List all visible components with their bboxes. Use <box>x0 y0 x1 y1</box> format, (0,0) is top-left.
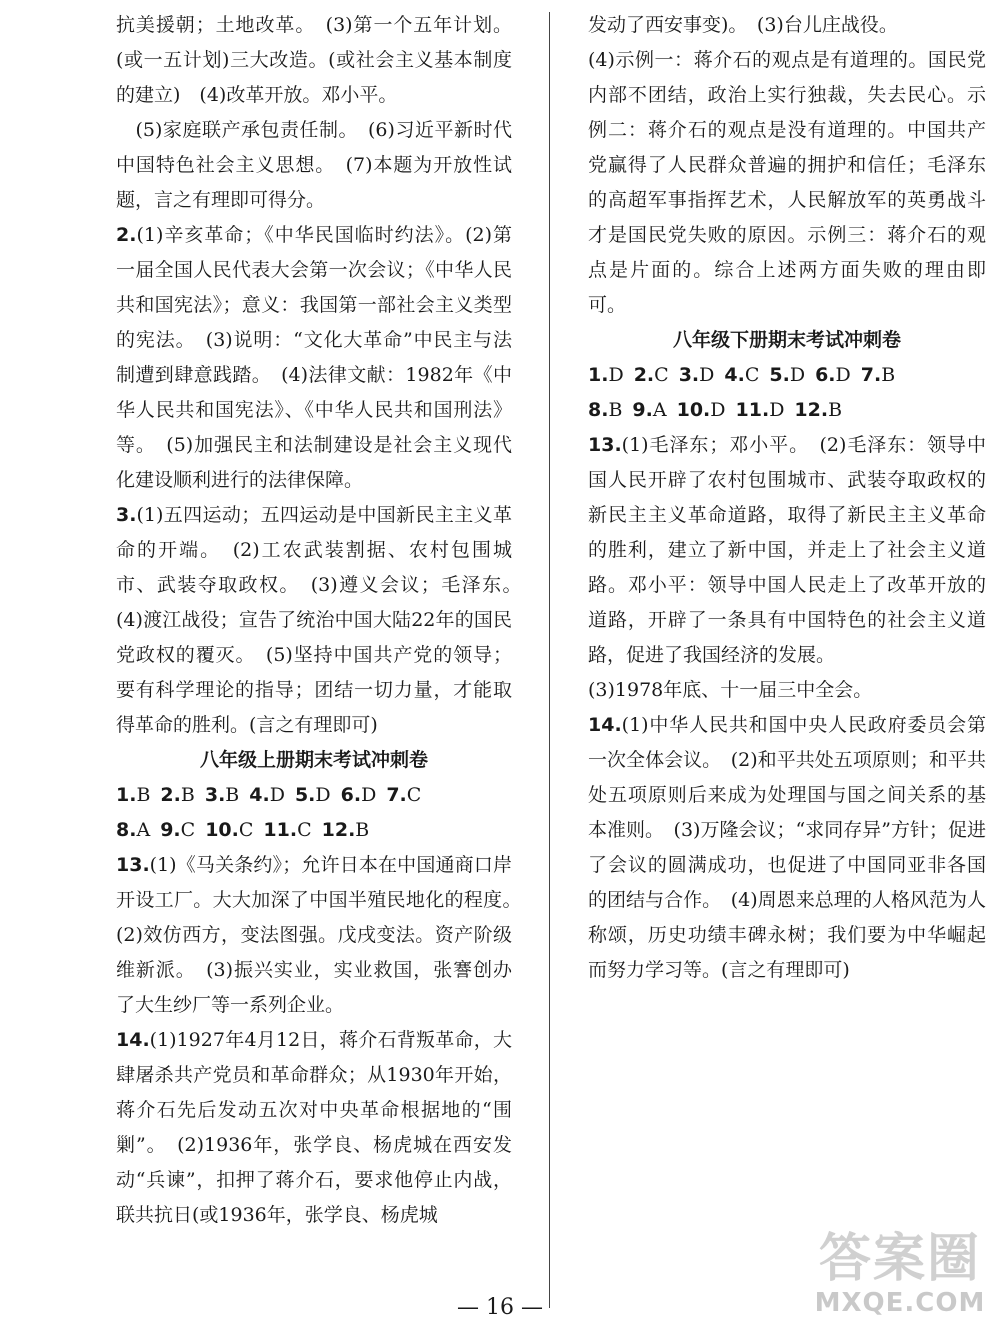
choice-answer <box>815 358 851 393</box>
question-13 <box>116 848 532 1023</box>
choice-answer <box>736 393 785 428</box>
question-2 <box>116 218 512 498</box>
page-number: — 16 — <box>457 1295 543 1320</box>
right-column <box>588 8 986 988</box>
choice-number: 3. <box>678 364 700 386</box>
choice-answer <box>341 778 377 813</box>
question-number: 13. <box>588 434 622 456</box>
choice-number: 8. <box>116 819 137 841</box>
choice-answer <box>160 778 194 813</box>
answer-text: (1)毛泽东；邓小平。 (2)毛泽东：领导中国人民开辟了农村包围城市、武装夺取政权的新民主主义革命道路，取得了新民主主义革命的胜利，建立了新中国，并走上了社会主义道路。邓小平：领导中国人民走上了改革开放的道路，开辟了一条具有中国特色的社会主义道路，促进了我国经济的发展。 <box>588 434 986 666</box>
choice-letter: B <box>828 399 843 421</box>
question-number: 13. <box>116 854 150 876</box>
watermark-text: 答案圈 <box>818 1229 981 1289</box>
choice-number: 11. <box>735 399 770 421</box>
multiple-choice-row <box>588 358 986 393</box>
choice-letter: A <box>136 819 151 841</box>
choice-number: 11. <box>263 819 298 841</box>
choice-answer <box>679 358 715 393</box>
multiple-choice-row <box>116 813 512 848</box>
choice-number: 3. <box>204 784 226 806</box>
choice-letter: B <box>881 364 896 386</box>
choice-answer <box>295 778 331 813</box>
choice-answer <box>322 813 370 848</box>
choice-number: 5. <box>769 364 790 386</box>
answer-text: (1)五四运动；五四运动是中国新民主主义革命的开端。 (2)工农武装割据、农村包围城市、武装夺取政权。 (3)遵义会议；毛泽东。 (4)渡江战役；宣告了统治中国大陆22年的国民党政权的覆灭。 (5)坚持中国共产党的领导；要有科学理论的指导；团结一切力量，才能取得革命的胜利。(言之有理即可) <box>116 504 532 736</box>
choice-letter: D <box>269 784 285 806</box>
choice-letter: B <box>225 784 240 806</box>
choice-number: 2. <box>633 364 655 386</box>
choice-letter: B <box>180 784 195 806</box>
column-divider <box>549 12 550 1308</box>
choice-answer <box>205 813 253 848</box>
choice-answer <box>588 393 622 428</box>
paragraph: 发动了西安事变)。 (3)台儿庄战役。 <box>588 14 898 36</box>
choice-number: 1. <box>588 364 609 386</box>
choice-number: 1. <box>116 784 137 806</box>
answer-text: (1)《马关条约》；允许日本在中国通商口岸开设工厂。大大加深了中国半殖民地化的程度。 (2)效仿西方，变法图强。戊戌变法。资产阶级维新派。 (3)振兴实业，实业救国，张謇创办了大生纱厂等一系列企业。 <box>116 854 532 1016</box>
choice-letter: D <box>835 364 851 386</box>
choice-answer <box>724 358 759 393</box>
choice-number: 9. <box>632 399 653 421</box>
question-14 <box>116 1023 512 1233</box>
multiple-choice-row <box>588 393 986 428</box>
choice-number: 7. <box>386 784 407 806</box>
question-number: 3. <box>116 504 137 526</box>
watermark-logo <box>810 1212 990 1332</box>
choice-answer <box>769 358 805 393</box>
choice-number: 4. <box>249 784 270 806</box>
choice-letter: D <box>315 784 331 806</box>
choice-answer <box>386 778 421 813</box>
choice-answer <box>794 393 842 428</box>
choice-number: 10. <box>205 819 239 841</box>
choice-letter: B <box>136 784 151 806</box>
section-title: 八年级下册期末考试冲刺卷 <box>672 329 901 351</box>
choice-letter: D <box>361 784 377 806</box>
answer-text: (1)中华人民共和国中央人民政府委员会第一次全体会议。 (2)和平共处五项原则；和平共处五项原则后来成为处理国与国之间关系的基本准则。 (3)万隆会议；“求同存异”方针；促进了会议的圆满成功，也促进了中国同亚非各国的团结与合作。 (4)周恩来总理的人格风范为人称颂，历史功绩丰碑永树；我们要为中华崛起而努力学习等。(言之有理即可) <box>588 714 986 981</box>
choice-letter: B <box>355 819 370 841</box>
choice-letter: C <box>744 364 760 386</box>
answer-text: (1)1927年4月12日，蒋介石背叛革命，大肆屠杀共产党员和革命群众；从1930年开始，蒋介石先后发动五次对中央革命根据地的“围剿”。 (2)1936年，张学良、杨虎城在西安发动“兵谏”，扣押了蒋介石，要求他停止内战，联共抗日(或1936年，张学良、杨虎城 <box>116 1029 512 1226</box>
choice-number: 6. <box>815 364 836 386</box>
choice-number: 4. <box>724 364 745 386</box>
choice-number: 2. <box>160 784 181 806</box>
multiple-choice-row <box>116 778 512 813</box>
choice-number: 5. <box>294 784 316 806</box>
choice-answer <box>263 813 311 848</box>
paragraph: 抗美援朝；土地改革。 (3)第一个五年计划。(或一五计划)三大改造。(或社会主义基本制度的建立) (4)改革开放。邓小平。 <box>116 14 512 106</box>
choice-letter: D <box>789 364 806 386</box>
choice-letter: D <box>699 364 715 386</box>
choice-answer <box>205 778 239 813</box>
choice-number: 10. <box>676 399 711 421</box>
question-3 <box>116 498 532 743</box>
choice-answer <box>116 813 150 848</box>
choice-letter: A <box>652 399 667 421</box>
choice-answer <box>861 358 895 393</box>
choice-number: 6. <box>340 784 362 806</box>
choice-number: 12. <box>794 399 829 421</box>
choice-letter: C <box>654 364 669 386</box>
choice-letter: D <box>710 399 726 421</box>
section-title: 八年级上册期末考试冲刺卷 <box>199 749 428 771</box>
choice-number: 9. <box>160 819 181 841</box>
choice-letter: C <box>180 819 196 841</box>
choice-answer <box>116 778 150 813</box>
choice-letter: D <box>769 399 785 421</box>
paragraph: (4)示例一：蒋介石的观点是有道理的。国民党内部不团结，政治上实行独裁，失去民心。示例二：蒋介石的观点是没有道理的。中国共产党赢得了人民群众普遍的拥护和信任；毛泽东的高超军事指挥艺术，人民解放军的英勇战斗才是国民党失败的原因。示例三：蒋介石的观点是片面的。综合上述两方面失败的理由即可。 <box>588 49 986 316</box>
question-number: 14. <box>116 1029 150 1051</box>
paragraph: (5)家庭联产承包责任制。 (6)习近平新时代中国特色社会主义思想。 (7)本题为开放性试题，言之有理即可得分。 <box>116 119 512 211</box>
choice-letter: C <box>406 784 422 806</box>
choice-answer <box>632 393 666 428</box>
choice-letter: C <box>238 819 254 841</box>
question-14 <box>588 708 986 988</box>
choice-number: 7. <box>860 364 882 386</box>
question-13 <box>588 428 986 673</box>
left-column <box>116 8 532 1233</box>
choice-answer <box>588 358 624 393</box>
choice-answer <box>160 813 195 848</box>
answer-text: (1)辛亥革命；《中华民国临时约法》。(2)第一届全国人民代表大会第一次会议；《中华人民共和国宪法》；意义：我国第一部社会主义类型的宪法。 (3)说明：“文化大革命”中民主与法制遭到肆意践踏。 (4)法律文献：1982年《中华人民共和国宪法》、《中华人民共和国刑法》等。 (5)加强民主和法制建设是社会主义现代化建设顺利进行的法律保障。 <box>116 224 512 491</box>
choice-letter: C <box>297 819 312 841</box>
paragraph: (3)1978年底、十一届三中全会。 <box>588 679 873 701</box>
question-number: 14. <box>588 714 622 736</box>
question-number: 2. <box>116 224 137 246</box>
choice-number: 8. <box>588 399 609 421</box>
choice-answer <box>634 358 669 393</box>
choice-answer <box>677 393 726 428</box>
choice-answer <box>249 778 285 813</box>
choice-number: 12. <box>321 819 356 841</box>
choice-letter: B <box>608 399 623 421</box>
choice-letter: D <box>608 364 624 386</box>
watermark-subtext: MXQE.COM <box>814 1288 986 1318</box>
